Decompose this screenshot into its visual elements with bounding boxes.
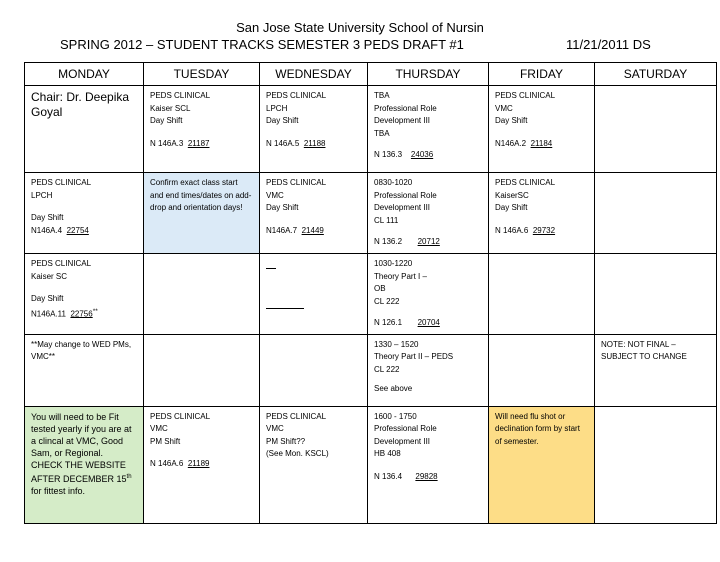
- course-number: N146A.2: [495, 138, 527, 148]
- course-number: N 146A.6: [150, 459, 184, 468]
- cell-tue-1: [144, 86, 260, 173]
- cell-line: LPCH: [266, 103, 288, 113]
- cell-line: Kaiser SC: [31, 271, 68, 281]
- cell-line: Development III: [374, 116, 431, 125]
- document-subtitle: SPRING 2012 – STUDENT TRACKS SEMESTER 3 PEDS DRAFT #1: [60, 37, 464, 52]
- cell-line: PEDS CLINICAL: [31, 178, 92, 187]
- cell-line: HB 408: [374, 449, 401, 458]
- schedule-row: [25, 173, 717, 254]
- cell-line: 0830-1020: [374, 178, 413, 187]
- cell-line: PM Shift??: [266, 436, 306, 446]
- cell-line: VMC: [495, 103, 513, 113]
- course-line: [374, 471, 482, 484]
- cell-line: Day Shift: [495, 203, 528, 212]
- course-code: 21187: [187, 138, 210, 148]
- cell-tue-4: [144, 334, 260, 406]
- cell-thu-4: [368, 334, 489, 406]
- cell-mon-4: [25, 334, 144, 406]
- cell-line: 1030-1220: [374, 259, 413, 268]
- cell-line: See above: [374, 384, 413, 393]
- confirm-note: Confirm exact class start and end times/dates on add-drop and orientation days!: [150, 178, 252, 212]
- cell-tue-2: [144, 173, 260, 254]
- cell-wed-2: [260, 173, 368, 254]
- cell-line: (See Mon. KSCL): [266, 449, 329, 458]
- schedule-row: [25, 406, 717, 523]
- cell-fri-4: [489, 334, 595, 406]
- fit-test-sup: th: [126, 473, 132, 480]
- cell-wed-1: [260, 86, 368, 173]
- schedule-row: [25, 86, 717, 173]
- cell-line: TBA: [374, 128, 390, 138]
- course-code: 20704: [417, 318, 440, 327]
- course-code: 24036: [410, 150, 434, 159]
- cell-line: CL 222: [374, 364, 400, 374]
- cell-line: Development III: [374, 436, 431, 446]
- cell-mon-1: [25, 86, 144, 173]
- cell-line: KaiserSC: [495, 190, 529, 200]
- schedule-row: [25, 334, 717, 406]
- cell-line: Professional Role: [374, 103, 437, 113]
- fit-test-note: [31, 411, 137, 497]
- header-tuesday: TUESDAY: [144, 63, 260, 86]
- cell-fri-1: [489, 86, 595, 173]
- cell-wed-3: [260, 254, 368, 335]
- cell-line: Theory Part II – PEDS: [374, 352, 454, 361]
- course-code: 21449: [301, 225, 324, 235]
- course-number: N 146A.6: [495, 225, 529, 235]
- header-monday: MONDAY: [25, 63, 144, 86]
- course-code: 29828: [415, 471, 438, 481]
- course-code: 21188: [303, 138, 326, 148]
- cell-thu-1: [368, 86, 489, 173]
- course-number: N146A.4: [31, 225, 63, 235]
- cell-mon-3: [25, 254, 144, 335]
- cell-line: CL 222: [374, 296, 400, 306]
- cell-mon-5: [25, 406, 144, 523]
- cell-line: Professional Role: [374, 424, 437, 433]
- cell-line: PEDS CLINICAL: [150, 91, 211, 100]
- document-title: San Jose State University School of Nursin: [236, 20, 484, 35]
- cell-line: Theory Part I –: [374, 271, 427, 281]
- cell-line: Day Shift: [266, 116, 299, 125]
- course-number: N 136.2: [374, 237, 403, 246]
- cell-line: VMC: [150, 424, 168, 433]
- cell-line: PEDS CLINICAL: [150, 411, 211, 421]
- cell-line: PEDS CLINICAL: [31, 259, 92, 268]
- course-line: [31, 306, 137, 321]
- dash-line: [266, 308, 304, 309]
- course-code: 20712: [417, 237, 440, 246]
- course-line: [150, 458, 253, 471]
- cell-line: PEDS CLINICAL: [495, 91, 556, 100]
- cell-line: PEDS CLINICAL: [266, 178, 327, 187]
- cell-line: Development III: [374, 203, 431, 212]
- course-number: N146A.11: [31, 309, 66, 319]
- course-code: 22756: [70, 309, 93, 319]
- cell-thu-5: [368, 406, 489, 523]
- course-code: 21184: [530, 138, 553, 148]
- chair-text: Chair: Dr. Deepika Goyal: [31, 90, 130, 119]
- cell-sat-1: [595, 86, 717, 173]
- course-number: N 126.1: [374, 318, 403, 327]
- cell-fri-3: [489, 254, 595, 335]
- cell-line: Day Shift: [495, 116, 528, 125]
- cell-line: OB: [374, 284, 386, 293]
- fit-test-text: You will need to be Fit tested yearly if you are at a clincal at VMC, Good Sam, or Regional. CHECK THE WEBSITE AFTER DECEMBER 15: [31, 411, 132, 484]
- cell-sat-5: [595, 406, 717, 523]
- course-line: [374, 317, 482, 330]
- course-code: 21189: [187, 459, 210, 468]
- cell-line: CL 111: [374, 215, 399, 225]
- cell-line: LPCH: [31, 190, 53, 200]
- course-code: 29732: [532, 225, 556, 235]
- not-final-note: NOTE: NOT FINAL – SUBJECT TO CHANGE: [601, 339, 687, 361]
- cell-line: VMC: [266, 190, 284, 200]
- cell-fri-5: [489, 406, 595, 523]
- course-number: N 146A.5: [266, 138, 300, 148]
- dash-line: [266, 268, 276, 269]
- cell-mon-2: [25, 173, 144, 254]
- cell-tue-5: [144, 406, 260, 523]
- cell-line: PM Shift: [150, 436, 181, 446]
- course-line: [495, 225, 588, 238]
- cell-line: 1600 - 1750: [374, 411, 417, 421]
- fit-test-text-end: for fittest info.: [31, 485, 86, 496]
- course-line: [495, 138, 588, 151]
- header-thursday: THURSDAY: [368, 63, 489, 86]
- cell-wed-5: [260, 406, 368, 523]
- course-number: N146A.7: [266, 225, 298, 235]
- cell-wed-4: [260, 334, 368, 406]
- day-header-row: [25, 63, 717, 86]
- cell-sat-4: [595, 334, 717, 406]
- schedule-table: [24, 62, 717, 524]
- cell-line: Day Shift: [31, 213, 64, 222]
- cell-line: Day Shift: [266, 203, 299, 212]
- cell-line: Day Shift: [31, 294, 64, 303]
- cell-tue-3: [144, 254, 260, 335]
- flu-shot-note: Will need flu shot or declination form by start of semester.: [495, 411, 580, 446]
- schedule-row: [25, 254, 717, 335]
- cell-line: Professional Role: [374, 190, 437, 200]
- course-line: [374, 149, 482, 162]
- cell-line: PEDS CLINICAL: [266, 91, 327, 100]
- header-wednesday: WEDNESDAY: [260, 63, 368, 86]
- course-number: N 146A.3: [150, 138, 184, 148]
- course-line: [266, 225, 361, 238]
- document-date: 11/21/2011 DS: [566, 37, 651, 52]
- cell-sat-3: [595, 254, 717, 335]
- course-line: [266, 138, 361, 151]
- cell-fri-2: [489, 173, 595, 254]
- cell-line: PEDS CLINICAL: [495, 178, 556, 187]
- header-saturday: SATURDAY: [595, 63, 717, 86]
- course-mark: **: [92, 307, 98, 315]
- cell-thu-2: [368, 173, 489, 254]
- cell-line: Day Shift: [150, 116, 183, 125]
- cell-sat-2: [595, 173, 717, 254]
- cell-line: Kaiser SCL: [150, 103, 191, 113]
- course-line: [150, 138, 253, 151]
- cell-line: PEDS CLINICAL: [266, 411, 327, 421]
- header-friday: FRIDAY: [489, 63, 595, 86]
- may-change-note: **May change to WED PMs, VMC**: [31, 339, 132, 361]
- course-line: [374, 236, 482, 249]
- cell-line: 1330 – 1520: [374, 339, 419, 349]
- course-code: 22754: [66, 225, 89, 235]
- course-number: N 136.4: [374, 471, 403, 481]
- cell-line: TBA: [374, 91, 390, 100]
- cell-thu-3: [368, 254, 489, 335]
- course-number: N 136.3: [374, 150, 403, 159]
- cell-line: VMC: [266, 424, 284, 433]
- course-line: [31, 225, 137, 238]
